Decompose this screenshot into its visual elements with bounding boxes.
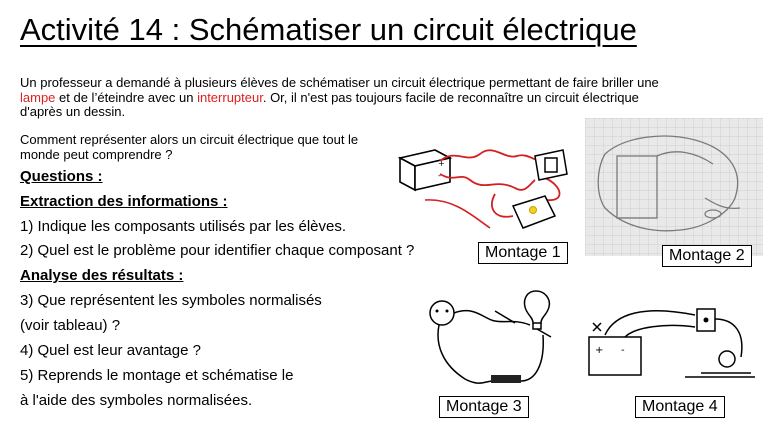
question-3-continued: (voir tableau) ? [20,317,121,334]
question-1: 1) Indique les composants utilisés par les élèves. [20,218,347,235]
montage-2-label: Montage 2 [662,245,752,267]
page-title: Activité 14 : Schématiser un circuit électrique [20,12,637,47]
montage-4-drawing [585,293,763,393]
intro-text-1: Un professeur a demandé à plusieurs élèves de schématiser un circuit électrique permettant de faire briller une [20,75,659,90]
montage-4-label: Montage 4 [635,396,725,418]
intro-text-3: . Or, il n'est pas toujours facile de reconnaître un circuit électrique d'après un dessin. [20,89,639,119]
montage-1-label: Montage 1 [478,242,568,264]
intro-paragraph [20,76,660,120]
svg-text:+: + [595,345,604,356]
svg-text:-: - [621,345,625,356]
question-2: 2) Quel est le problème pour identifier chaque composant ? [20,242,415,259]
question-4: 4) Quel est leur avantage ? [20,342,201,359]
montage-3-drawing [425,285,565,395]
highlight-interrupteur: interrupteur [197,89,263,105]
montage-2-photo [585,118,763,256]
heading-questions: Questions : [20,168,103,185]
montage-3-label: Montage 3 [439,396,529,418]
montage-1-drawing [395,128,580,243]
svg-text:-: - [438,171,441,180]
main-question: Comment représenter alors un circuit électrique que tout le monde peut comprendre ? [20,132,359,162]
question-5-continued: à l'aide des symboles normalisées. [20,392,253,409]
heading-analyse: Analyse des résultats : [20,267,184,284]
question-3: 3) Que représentent les symboles normalisés [20,292,322,309]
svg-text:+: + [438,159,445,168]
intro-text-2: et de l’éteindre avec un [55,89,198,105]
heading-extraction: Extraction des informations : [20,193,228,210]
highlight-lampe: lampe [20,89,56,105]
question-5: 5) Reprends le montage et schématise le [20,367,294,384]
